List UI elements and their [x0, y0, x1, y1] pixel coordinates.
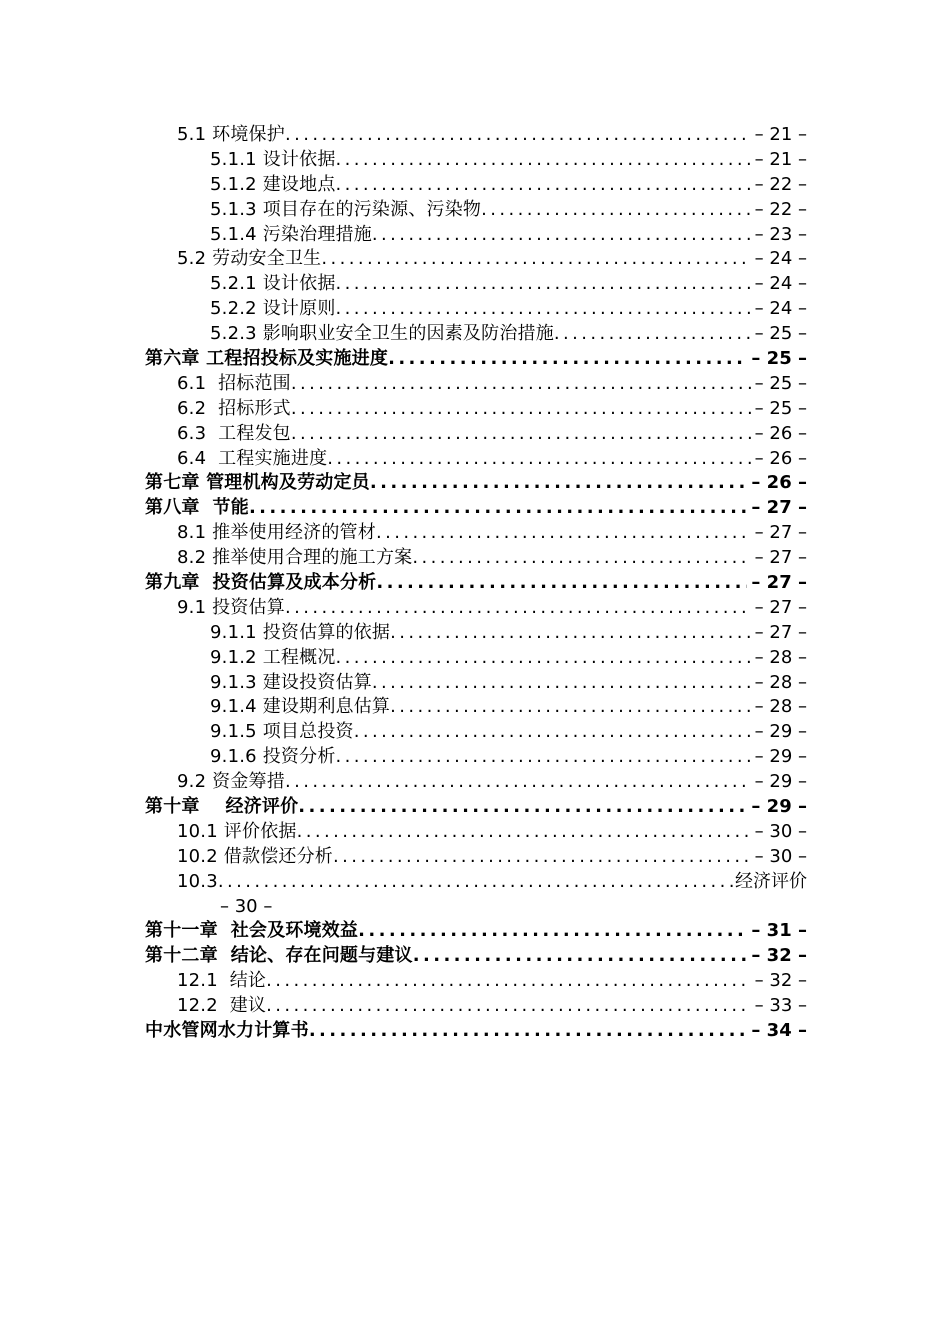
toc-page-number: – 21 – [754, 148, 807, 170]
toc-page-number: – 25 – [754, 397, 807, 419]
toc-entry[interactable] [145, 646, 807, 671]
toc-dot-leader [336, 297, 751, 322]
toc-entry[interactable] [145, 720, 807, 745]
toc-entry-title: 12.1 结论 [177, 970, 267, 992]
toc-page-number: – 24 – [754, 298, 807, 320]
toc-entry[interactable] [145, 422, 807, 447]
toc-entry[interactable] [145, 272, 807, 297]
toc-entry-title: 第九章 投资估算及成本分析 [145, 572, 377, 594]
toc-entry-title: 12.2 建议 [177, 995, 267, 1017]
toc-entry-title: 9.1.6 投资分析 [210, 746, 336, 768]
toc-page-number: – 32 – [751, 945, 807, 967]
toc-page-number: 经济评价 [735, 870, 807, 892]
toc-entry-title: 6.2 招标形式 [177, 397, 291, 419]
toc-entry-title: 6.3 工程发包 [177, 422, 291, 444]
toc-dot-leader [372, 223, 751, 248]
toc-dot-leader [298, 795, 747, 820]
toc-entry[interactable] [145, 247, 807, 272]
toc-entry[interactable] [145, 820, 807, 845]
toc-dot-leader [358, 919, 747, 944]
toc-page-number: – 21 – [754, 123, 807, 145]
toc-page-number: – 26 – [751, 472, 807, 494]
toc-dot-leader [390, 695, 751, 720]
toc-entry[interactable] [145, 347, 807, 372]
toc-dot-leader [285, 596, 751, 621]
toc-entry-title: 10.1 评价依据 [177, 820, 297, 842]
toc-entry-title: 8.2 推举使用合理的施工方案 [177, 547, 413, 569]
toc-entry-title: 第十章 经济评价 [145, 796, 299, 818]
toc-dot-leader [336, 745, 751, 770]
toc-entry[interactable] [145, 770, 807, 795]
toc-page-number: – 33 – [754, 995, 807, 1017]
toc-entry-title: 8.1 推举使用经济的管材 [177, 522, 376, 544]
toc-dot-leader [285, 770, 751, 795]
toc-dot-leader [376, 571, 747, 596]
toc-entry[interactable] [145, 447, 807, 472]
toc-entry[interactable] [145, 148, 807, 173]
toc-dot-leader [388, 347, 747, 372]
toc-page-number: – 25 – [754, 323, 807, 345]
toc-page-number: – 27 – [754, 621, 807, 643]
toc-dot-leader [336, 148, 751, 173]
toc-entry[interactable] [145, 1019, 807, 1044]
toc-dot-leader [266, 969, 751, 994]
toc-entry[interactable] [145, 223, 807, 248]
toc-page-number: – 26 – [754, 422, 807, 444]
toc-dot-leader [370, 471, 748, 496]
toc-page-number: – 30 – [754, 845, 807, 867]
toc-entry[interactable] [145, 671, 807, 696]
toc-dot-leader [412, 546, 750, 571]
toc-entry-title: 5.2.2 设计原则 [210, 298, 336, 320]
toc-entry[interactable] [145, 795, 807, 820]
toc-entry-title: 第十一章 社会及环境效益 [145, 920, 359, 942]
toc-entry-title: 6.1 招标范围 [177, 372, 291, 394]
toc-entry[interactable] [145, 845, 807, 870]
toc-page-number: – 23 – [754, 223, 807, 245]
toc-entry[interactable] [145, 397, 807, 422]
toc-entry[interactable] [145, 994, 807, 1019]
toc-dot-leader [336, 646, 751, 671]
toc-dot-leader [333, 845, 751, 870]
table-of-contents [145, 123, 807, 1044]
toc-dot-leader [285, 123, 751, 148]
toc-page-number: – 22 – [754, 173, 807, 195]
toc-entry-title: 5.2.3 影响职业安全卫生的因素及防治措施 [210, 323, 554, 345]
toc-page-number: – 27 – [754, 547, 807, 569]
toc-entry[interactable] [145, 521, 807, 546]
toc-entry[interactable] [145, 920, 807, 945]
toc-page-number: – 27 – [754, 596, 807, 618]
toc-dot-leader [321, 247, 750, 272]
toc-page-number: – 27 – [754, 522, 807, 544]
toc-entry-title: 9.2 资金筹措 [177, 771, 285, 793]
toc-dot-leader [327, 447, 750, 472]
toc-entry[interactable] [145, 372, 807, 397]
toc-entry[interactable] [145, 123, 807, 148]
toc-entry-title: 10.3 [177, 870, 218, 892]
toc-entry-title: 6.4 工程实施进度 [177, 447, 328, 469]
toc-entry[interactable] [145, 198, 807, 223]
toc-entry-title: 5.2.1 设计依据 [210, 273, 336, 295]
toc-page-number: – 27 – [751, 572, 807, 594]
toc-entry-title: 5.2 劳动安全卫生 [177, 248, 322, 270]
toc-page-number: – 22 – [754, 198, 807, 220]
toc-entry-title: 9.1.3 建设投资估算 [210, 671, 372, 693]
toc-entry[interactable] [145, 621, 807, 646]
toc-entry-title: 5.1.3 项目存在的污染源、污染物 [210, 198, 482, 220]
toc-dot-leader [554, 322, 751, 347]
toc-entry[interactable] [145, 745, 807, 770]
toc-dot-leader [249, 496, 747, 521]
toc-page-number: – 25 – [751, 348, 807, 369]
toc-page-number: – 24 – [754, 273, 807, 295]
toc-entry[interactable] [145, 870, 807, 895]
toc-entry-title: 第七章 管理机构及劳动定员 [145, 472, 370, 494]
toc-dot-leader [376, 521, 751, 546]
toc-page-number: – 28 – [754, 671, 807, 693]
toc-dot-leader [481, 198, 751, 223]
toc-page-number: – 28 – [754, 646, 807, 668]
toc-entry-title: 9.1.1 投资估算的依据 [210, 621, 391, 643]
toc-entry-title: 10.2 借款偿还分析 [177, 845, 333, 867]
toc-dot-leader [309, 1019, 748, 1044]
toc-entry[interactable] [145, 173, 807, 198]
toc-entry-title: 5.1.4 污染治理措施 [210, 223, 372, 245]
toc-entry-title: 中水管网水力计算书 [145, 1020, 309, 1042]
toc-entry[interactable] [145, 944, 807, 969]
toc-dot-leader [291, 372, 751, 397]
toc-dot-leader [336, 272, 751, 297]
toc-page-number: – 29 – [754, 721, 807, 743]
toc-page-number: – 30 – [754, 820, 807, 842]
toc-entry-title: 第六章 工程招投标及实施进度 [145, 348, 389, 369]
toc-entry[interactable] [145, 322, 807, 347]
toc-entry-title: 9.1.2 工程概况 [210, 646, 336, 668]
toc-entry[interactable] [145, 969, 807, 994]
toc-page-number: – 29 – [754, 771, 807, 793]
toc-page-number: – 25 – [754, 372, 807, 394]
toc-page-number: – 28 – [754, 696, 807, 718]
toc-entry[interactable] [145, 546, 807, 571]
toc-entry[interactable] [145, 571, 807, 596]
toc-entry-title: 5.1 环境保护 [177, 123, 285, 145]
toc-page-number: – 27 – [751, 497, 807, 519]
toc-entry[interactable] [145, 471, 807, 496]
toc-dot-leader [413, 944, 748, 969]
toc-page-number: – 31 – [751, 920, 807, 942]
toc-dot-leader [291, 397, 751, 422]
toc-page-number: – 29 – [754, 746, 807, 768]
toc-entry-title: 9.1 投资估算 [177, 596, 285, 618]
toc-page-number: – 24 – [754, 248, 807, 270]
toc-page-number: – 29 – [751, 796, 807, 818]
toc-page-number-continuation: – 30 – [220, 895, 273, 917]
toc-page-number: – 34 – [751, 1020, 807, 1042]
toc-entry[interactable] [145, 695, 807, 720]
toc-page-number: – 26 – [754, 447, 807, 469]
toc-entry-title: 第八章 节能 [145, 497, 249, 519]
toc-dot-leader [336, 173, 751, 198]
toc-dot-leader [390, 621, 751, 646]
toc-entry[interactable] [145, 297, 807, 322]
toc-dot-leader [218, 870, 733, 895]
toc-dot-leader [291, 422, 751, 447]
toc-entry[interactable] [145, 496, 807, 521]
toc-dot-leader [372, 671, 751, 696]
toc-dot-leader [266, 994, 751, 1019]
toc-entry-title: 第十二章 结论、存在问题与建议 [145, 945, 413, 967]
toc-entry-title: 9.1.5 项目总投资 [210, 721, 354, 743]
toc-entry[interactable] [145, 596, 807, 621]
toc-dot-leader [297, 820, 751, 845]
toc-entry-title: 9.1.4 建设期利息估算 [210, 696, 391, 718]
toc-dot-leader [354, 720, 751, 745]
toc-entry-title: 5.1.1 设计依据 [210, 148, 336, 170]
toc-page-number: – 32 – [754, 970, 807, 992]
toc-entry-title: 5.1.2 建设地点 [210, 173, 336, 195]
